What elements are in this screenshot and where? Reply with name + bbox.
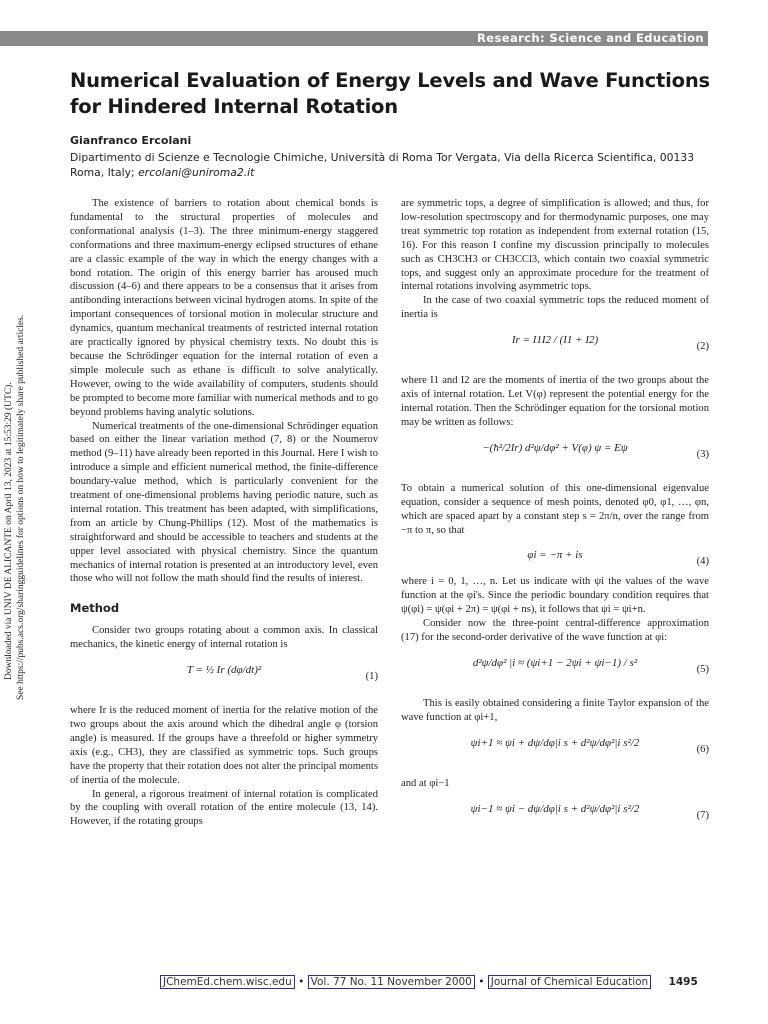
equation-6-number: (6) [696, 743, 709, 755]
right-column [401, 197, 709, 843]
equation-4 [401, 541, 709, 571]
footer-issue-link[interactable]: Vol. 77 No. 11 November 2000 [308, 975, 475, 989]
footer-separator: • [478, 976, 485, 988]
section-band [0, 31, 708, 46]
download-notice-line2: See https://pubs.acs.org/sharingguidelines for options on how to legitimately share published articles. [16, 314, 26, 700]
footer-separator: • [298, 976, 305, 988]
download-notice [0, 300, 40, 700]
equation-3-number: (3) [696, 448, 709, 460]
paragraph: where I1 and I2 are the moments of inertia of the two groups about the axis of internal rotation. Let V(φ) represent the potential energy for the internal rotation. Then the Schrödinger equation for the torsional motion may be written as follows: [401, 375, 709, 428]
paragraph: The existence of barriers to rotation about chemical bonds is fundamental to the structural properties of molecules and conformational analysis (1–3). The three minimum-energy staggered conformations and three maximum-energy eclipsed structures of ethane are a classic example of the way in which the energy changes with a bond rotation. The origin of this energy barrier has aroused much discussion (4–6) and there appears to be a consensus that it arises from antibonding interactions between vicinal hydrogen atoms. In spite of the important consequences of torsional motion in molecular structure and dynamics, quantum mechanical treatments of restricted internal rotation are practically ignored by physical chemistry texts. No doubt this is because the Schrödinger equation for the internal rotation of even a simple molecule such as ethane is difficult to solve analytically. However, owing to the wide availability of computers, students should be prompted to become more familiar with numerical methods and to go beyond problems having analytic solutions. [70, 198, 378, 418]
author-name: Gianfranco Ercolani [70, 134, 192, 147]
equation-6-body: ψi+1 ≈ ψi + dψ/dφ|i s + d²ψ/dφ²|i s²/2 [470, 736, 640, 749]
equation-7 [401, 795, 709, 839]
left-column [70, 197, 378, 829]
paragraph: where i = 0, 1, …, n. Let us indicate with ψi the values of the wave function at the φi's. Since the periodic boundary condition requires that ψ(φi) = ψ(φi + 2π) = ψ(φi + ns), it follows that ψi = ψi+n. [401, 576, 709, 616]
footer-journal-link[interactable]: Journal of Chemical Education [488, 975, 651, 989]
download-notice-line1: Downloaded via UNIV DE ALICANTE on April 13, 2023 at 15:53:29 (UTC). [4, 382, 14, 680]
equation-2 [401, 326, 709, 370]
email-link[interactable]: ercolani@uniroma2.it [138, 166, 255, 179]
equation-1-body: T = ½ Ir (dφ/dt)² [186, 664, 262, 677]
equation-4-body: φi = −π + is [527, 549, 583, 562]
paragraph: Consider two groups rotating about a common axis. In classical mechanics, the kinetic energy of internal rotation is [70, 625, 378, 651]
paragraph: Consider now the three-point central-difference approximation (17) for the second-order derivative of the wave function at φi: [401, 618, 709, 644]
equation-2-body: Ir = I1I2 / (I1 + I2) [511, 334, 599, 347]
equation-2-number: (2) [696, 341, 709, 353]
paragraph: are symmetric tops, a degree of simplification is allowed; and thus, for low-resolution spectroscopy and for thermodynamic purposes, one may treat symmetric top rotation as independent from external rotation (15, 16). For this reason I confine my discussion principally to molecules such as CH3CH3 or CH3CCl3, which contain two coaxial symmetric tops, and suggest only an approximate procedure for the treatment of internal rotations involving asymmetric tops. [401, 198, 709, 293]
paragraph: and at φi−1 [401, 777, 450, 789]
equation-1 [70, 656, 378, 700]
equation-3-body: −(ħ²/2Ir) d²ψ/dφ² + V(φ) ψ = Eψ [482, 441, 628, 454]
equation-1-number: (1) [365, 671, 378, 683]
paragraph: In the case of two coaxial symmetric tops the reduced moment of inertia is [401, 295, 709, 321]
equation-6 [401, 729, 709, 773]
equation-7-body: ψi−1 ≈ ψi − dψ/dφ|i s + d²ψ/dφ²|i s²/2 [470, 802, 640, 815]
footer-site-link[interactable]: JChemEd.chem.wisc.edu [160, 975, 295, 989]
affiliation [70, 150, 710, 180]
equation-4-number: (4) [696, 556, 709, 568]
equation-7-number: (7) [696, 809, 709, 821]
section-label: Research: Science and Education [477, 31, 704, 45]
page-number: 1495 [668, 976, 698, 988]
paragraph: To obtain a numerical solution of this one-dimensional eigenvalue equation, consider a sequence of mesh points, denoted φ0, φ1, …, φn, which are spaced apart by a constant step s = 2π/n, over the range from −π to π, so that [401, 482, 709, 536]
page-footer [160, 976, 698, 988]
paragraph: Numerical treatments of the one-dimensional Schrödinger equation based on either the linear variation method (7, 8) or the Noumerov method (9–11) have already been reported in this Journal. Here I wish to introduce a simple and efficient numerical method, the finite-difference boundary-value method, which is particularly convenient for the treatment of one-dimensional problems having periodic nature, such as internal rotation. This treatment has been adapted, with simplifications, from an article by Chung-Phillips (12). Most of the mathematics is straightforward and should be accessible to teachers and students at the upper level associated with physical chemistry. Since the quantum mechanics of internal rotation is presented at an introductory level, even those who will not follow the math should find the results of interest. [70, 420, 378, 585]
paragraph: where Ir is the reduced moment of inertia for the relative motion of the two groups about the axis around which the dihedral angle φ (torsion angle) is measured. If the groups have a threefold or higher symmetry axis (e.g., CH3), they are classified as symmetric tops. Such groups have the property that their rotation does not alter the principal moments of inertia of the molecule. [70, 705, 378, 786]
paragraph: This is easily obtained considering a finite Taylor expansion of the wave function at φi+1, [401, 697, 709, 723]
equation-3 [401, 434, 709, 478]
paragraph: In general, a rigorous treatment of internal rotation is complicated by the coupling with overall rotation of the entire molecule (13, 14). However, if the rotating groups [70, 788, 378, 828]
equation-5 [401, 649, 709, 693]
section-heading-method: Method [70, 601, 120, 616]
affiliation-text: Dipartimento di Scienze e Tecnologie Chimiche, Università di Roma Tor Vergata, Via della Ricerca Scientifica, 00133 Roma, Italy; [70, 151, 695, 179]
equation-5-body: d²ψ/dφ² |i ≈ (ψi+1 − 2ψi + ψi−1) / s² [472, 656, 638, 669]
equation-5-number: (5) [696, 663, 709, 675]
article-title: Numerical Evaluation of Energy Levels and Wave Functions for Hindered Internal Rotation [70, 69, 710, 118]
